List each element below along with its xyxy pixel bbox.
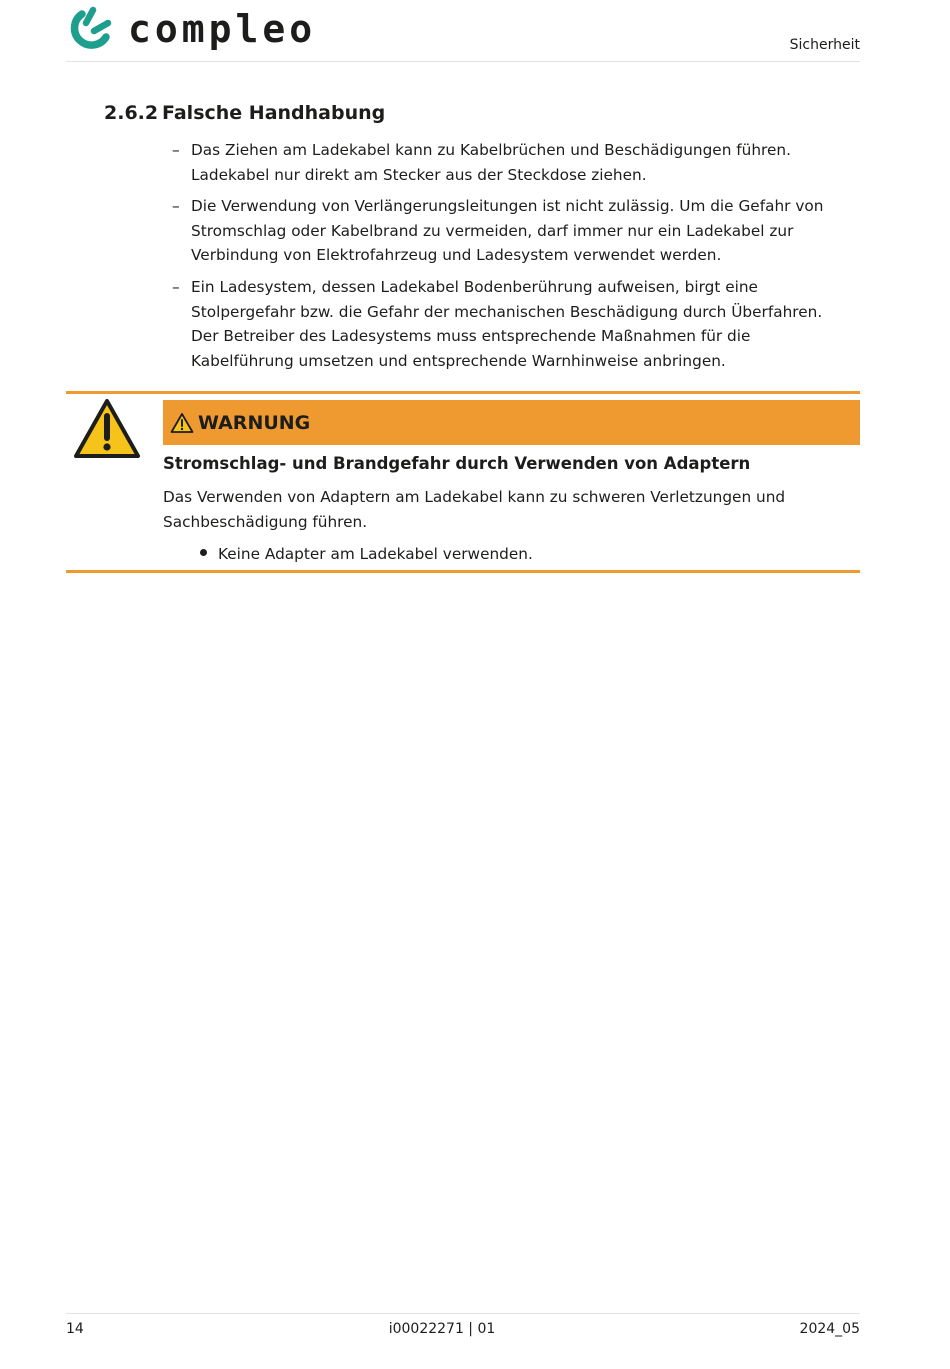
header-section-title: Sicherheit xyxy=(789,37,860,53)
warning-label: WARNUNG xyxy=(198,411,311,434)
list-item xyxy=(172,138,852,187)
warning-top-rule xyxy=(66,391,860,394)
warning-text: Das Verwenden von Adaptern am Ladekabel kann zu schweren Verletzungen und Sachbeschädigung führen. xyxy=(163,488,786,531)
dash-bullet: – xyxy=(172,197,180,216)
dash-bullet: – xyxy=(172,141,180,159)
document-date: 2024_05 xyxy=(799,1321,860,1337)
list-item-text: Die Verwendung von Verlängerungsleitungen ist nicht zulässig. Um die Gefahr von Stromschlag oder Kabelbrand zu vermeiden, darf immer nur ein Ladekabel zur Verbindung von Elektrofahrzeug und Ladesystem verwendet werden. xyxy=(191,197,824,265)
section-number: 2.6.2 xyxy=(104,102,159,124)
warning-action-text: Keine Adapter am Ladekabel verwenden. xyxy=(218,545,533,563)
section-title: Falsche Handhabung xyxy=(162,102,386,124)
compleo-logo-icon xyxy=(66,4,116,54)
warning-banner xyxy=(163,400,860,445)
list-item xyxy=(172,275,852,373)
warning-action xyxy=(200,542,533,567)
page-number: 14 xyxy=(66,1321,84,1337)
list-item-text: Das Ziehen am Ladekabel kann zu Kabelbrüchen und Beschädigungen führen. Ladekabel nur direkt am Stecker aus der Steckdose ziehen. xyxy=(191,141,791,184)
header-divider xyxy=(66,61,860,62)
document-id: i00022271 | 01 xyxy=(388,1321,496,1337)
logo-wordmark: compleo xyxy=(128,7,317,51)
list-item-text: Ein Ladesystem, dessen Ladekabel Bodenberührung aufweisen, birgt eine Stolpergefahr bzw. die Gefahr der mechanischen Beschädigung durch Überfahren. Der Betreiber des Ladesystems muss entsprechende Maßnahmen für die Kabelführung umsetzen und entsprechende Warnhinweise anbringen. xyxy=(191,277,823,370)
warning-title: Stromschlag- und Brandgefahr durch Verwenden von Adaptern xyxy=(163,454,751,473)
section-heading xyxy=(104,102,385,124)
bullet-dot-icon xyxy=(200,549,207,556)
compleo-logo xyxy=(66,4,316,54)
dash-bullet: – xyxy=(172,277,180,296)
warning-triangle-icon xyxy=(73,398,141,464)
list-item xyxy=(172,194,852,268)
footer-divider xyxy=(66,1313,860,1314)
hazard-list xyxy=(172,138,852,380)
warning-bottom-rule xyxy=(66,570,860,573)
warning-small-icon xyxy=(170,412,194,434)
